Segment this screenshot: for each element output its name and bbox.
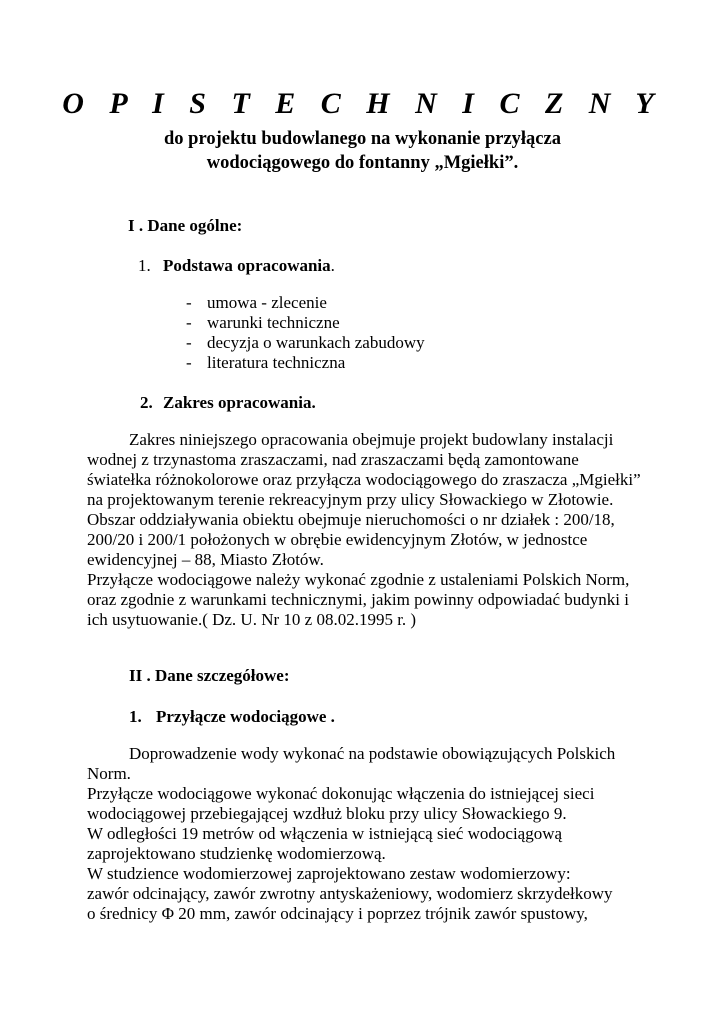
section-1-item-2-label: Zakres opracowania. xyxy=(163,393,316,412)
paragraph-line: Norm. xyxy=(87,764,131,783)
section-1-item-2-number: 2. xyxy=(140,393,153,412)
section-1-heading: I . Dane ogólne: xyxy=(128,216,243,235)
paragraph-line: wodnej z trzynastoma zraszaczami, nad zraszaczami będą zamontowane xyxy=(87,450,579,469)
paragraph-line: W odległości 19 metrów od włączenia w istniejącą sieć wodociągową xyxy=(87,824,563,843)
section-2-heading: II . Dane szczegółowe: xyxy=(129,666,290,685)
bullet-item: warunki techniczne xyxy=(207,313,340,332)
paragraph-line: na projektowanym terenie rekreacyjnym przy ulicy Słowackiego w Złotowie. xyxy=(87,490,614,509)
paragraph-line: światełka różnokolorowe oraz przyłącza wodociągowego do zraszacza „Mgiełki” xyxy=(87,470,641,489)
bullet-item: umowa - zlecenie xyxy=(207,293,327,312)
paragraph-line: Doprowadzenie wody wykonać na podstawie obowiązujących Polskich xyxy=(129,744,616,763)
section-2-item-1-label: Przyłącze wodociągowe . xyxy=(156,707,335,726)
document-subtitle-line-2: wodociągowego do fontanny „Mgiełki”. xyxy=(206,153,519,173)
paragraph-line: zaprojektowano studzienkę wodomierzową. xyxy=(87,844,386,863)
paragraph-line: ewidencyjnej – 88, Miasto Złotów. xyxy=(87,550,324,569)
paragraph-line: wodociągowej przebiegającej wzdłuż bloku przy ulicy Słowackiego 9. xyxy=(87,804,567,823)
paragraph-line: Przyłącze wodociągowe wykonać dokonując włączenia do istniejącej sieci xyxy=(87,784,595,803)
bullet-item: literatura techniczna xyxy=(207,353,346,372)
bullet-dash: - xyxy=(186,293,192,312)
document-subtitle-line-1: do projektu budowlanego na wykonanie przyłącza xyxy=(164,129,561,149)
bullet-dash: - xyxy=(186,353,192,372)
paragraph-line: zawór odcinający, zawór zwrotny antyskażeniowy, wodomierz skrzydełkowy xyxy=(87,884,613,903)
paragraph-line: Obszar oddziaływania obiektu obejmuje nieruchomości o nr działek : 200/18, xyxy=(87,510,615,529)
paragraph-line: Zakres niniejszego opracowania obejmuje projekt budowlany instalacji xyxy=(129,430,614,449)
paragraph-line: o średnicy Φ 20 mm, zawór odcinający i poprzez trójnik zawór spustowy, xyxy=(87,904,588,923)
paragraph-line: oraz zgodnie z warunkami technicznymi, jakim powinny odpowiadać budynki i xyxy=(87,590,629,609)
section-1-item-1-suffix: . xyxy=(330,256,335,275)
bullet-item: decyzja o warunkach zabudowy xyxy=(207,333,425,352)
paragraph-line: 200/20 i 200/1 położonych w obrębie ewidencyjnym Złotów, w jednostce xyxy=(87,530,588,549)
section-1-item-1-number: 1. xyxy=(138,256,151,275)
paragraph-line: ich usytuowanie.( Dz. U. Nr 10 z 08.02.1995 r. ) xyxy=(87,610,417,629)
bullet-dash: - xyxy=(186,333,192,352)
section-1-item-1-heading xyxy=(163,256,335,276)
paragraph-line: Przyłącze wodociągowe należy wykonać zgodnie z ustaleniami Polskich Norm, xyxy=(87,570,630,589)
section-2-item-1-number: 1. xyxy=(129,707,142,726)
document-title: O P I S T E C H N I C Z N Y xyxy=(62,87,663,120)
paragraph-line: W studzience wodomierzowej zaprojektowano zestaw wodomierzowy: xyxy=(87,864,571,883)
bullet-dash: - xyxy=(186,313,192,332)
section-1-item-1-label: Podstawa opracowania xyxy=(163,256,331,275)
